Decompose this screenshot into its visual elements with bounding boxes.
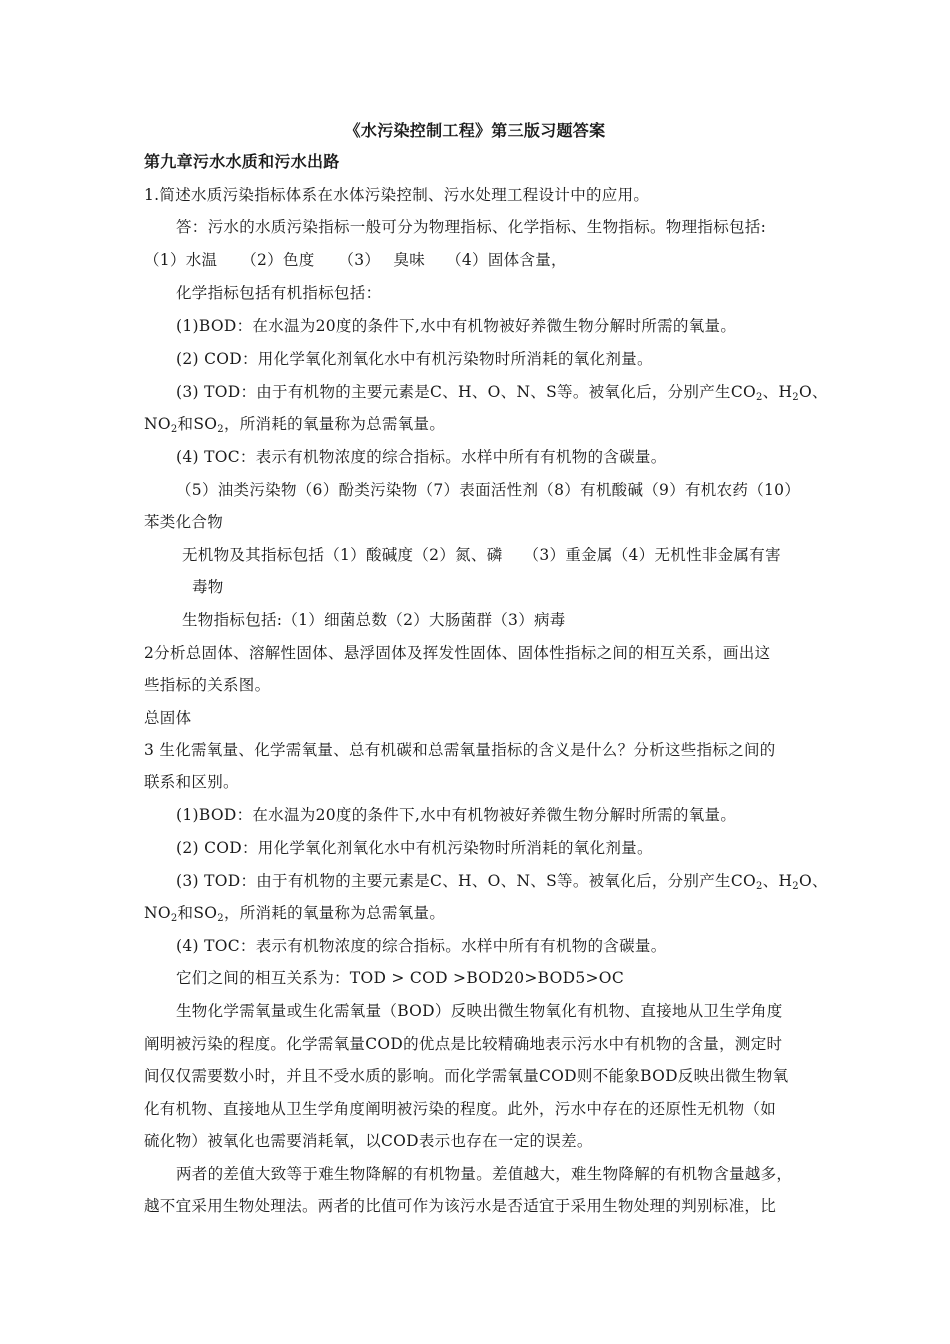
- answer-1-line-9: （5）油类污染物（6）酚类污染物（7）表面活性剂（8）有机酸碱（9）有机农药（10）: [176, 481, 801, 499]
- answer-1-line-12: 毒物: [192, 578, 224, 596]
- document-title: 《水污染控制工程》第三版习题答案: [344, 121, 606, 140]
- paragraph-1-line-5: 硫化物）被氧化也需要消耗氧，以COD表示也存在一定的误差。: [144, 1132, 593, 1150]
- question-1: 1.简述水质污染指标体系在水体污染控制、污水处理工程设计中的应用。: [144, 186, 650, 204]
- tod-definition-2-line-2: $NO_2$和$SO_2$，所消耗的氧量称为总需氧量。: [144, 904, 446, 924]
- paragraph-1-line-4: 化有机物、直接地从卫生学角度阐明被污染的程度。此外，污水中存在的还原性无机物（如: [144, 1100, 777, 1118]
- question-2-line-1: 2分析总固体、溶解性固体、悬浮固体及挥发性固体、固体性指标之间的相互关系，画出这: [144, 644, 771, 662]
- question-2-line-2: 些指标的关系图。: [144, 676, 271, 694]
- tod-definition-1-line-2: $NO_2$和$SO_2$，所消耗的氧量称为总需氧量。: [144, 415, 446, 435]
- question-3-line-1: 3 生化需氧量、化学需氧量、总有机碳和总需氧量指标的含义是什么？分析这些指标之间的: [144, 741, 776, 759]
- toc-definition-1: (4) TOC：表示有机物浓度的综合指标。水样中所有有机物的含碳量。: [176, 448, 667, 466]
- bod-definition-2: (1)BOD：在水温为20度的条件下,水中有机物被好养微生物分解时所需的氧量。: [176, 806, 737, 824]
- paragraph-1-line-2: 阐明被污染的程度。化学需氧量COD的优点是比较精确地表示污水中有机物的含量，测定时: [144, 1035, 783, 1053]
- question-3-line-2: 联系和区别。: [144, 773, 239, 791]
- answer-1-line-1: 答：污水的水质污染指标一般可分为物理指标、化学指标、生物指标。物理指标包括:: [176, 218, 767, 236]
- paragraph-1-line-1: 生物化学需氧量或生化需氧量（BOD）反映出微生物氧化有机物、直接地从卫生学角度: [176, 1002, 783, 1020]
- tod-definition-1-line-1: (3) TOD：由于有机物的主要元素是C、H、O、N、S等。被氧化后，分别产生$CO_2$、$H_2O$、: [176, 383, 828, 403]
- tod-definition-2-line-1: (3) TOD：由于有机物的主要元素是C、H、O、N、S等。被氧化后，分别产生$CO_2$、$H_2O$、: [176, 872, 828, 892]
- toc-definition-2: (4) TOC：表示有机物浓度的综合指标。水样中所有有机物的含碳量。: [176, 937, 667, 955]
- chapter-heading: 第九章污水水质和污水出路: [144, 152, 340, 171]
- relation-line: 它们之间的相互关系为：TOD > COD >BOD20>BOD5>OC: [176, 969, 624, 987]
- cod-definition-1: (2) COD：用化学氧化剂氧化水中有机污染物时所消耗的氧化剂量。: [176, 350, 653, 368]
- answer-1-line-10: 苯类化合物: [144, 513, 224, 531]
- answer-1-line-2: （1）水温 （2）色度 （3） 臭味 （4）固体含量，: [144, 251, 567, 269]
- bod-definition-1: (1)BOD：在水温为20度的条件下,水中有机物被好养微生物分解时所需的氧量。: [176, 317, 737, 335]
- paragraph-1-line-3: 间仅仅需要数小时，并且不受水质的影响。而化学需氧量COD则不能象BOD反映出微生物氧: [144, 1067, 789, 1085]
- paragraph-2-line-2: 越不宜采用生物处理法。两者的比值可作为该污水是否适宜于采用生物处理的判别标准，比: [144, 1197, 777, 1215]
- cod-definition-2: (2) COD：用化学氧化剂氧化水中有机污染物时所消耗的氧化剂量。: [176, 839, 653, 857]
- answer-1-line-3: 化学指标包括有机指标包括：: [176, 284, 382, 302]
- answer-2: 总固体: [144, 709, 192, 727]
- paragraph-2-line-1: 两者的差值大致等于难生物降解的有机物量。差值越大，难生物降解的有机物含量越多，: [176, 1165, 793, 1183]
- answer-1-line-11: 无机物及其指标包括（1）酸碱度（2）氮、磷 （3）重金属（4）无机性非金属有害: [182, 546, 781, 564]
- answer-1-line-13: 生物指标包括:（1）细菌总数（2）大肠菌群（3）病毒: [182, 611, 566, 629]
